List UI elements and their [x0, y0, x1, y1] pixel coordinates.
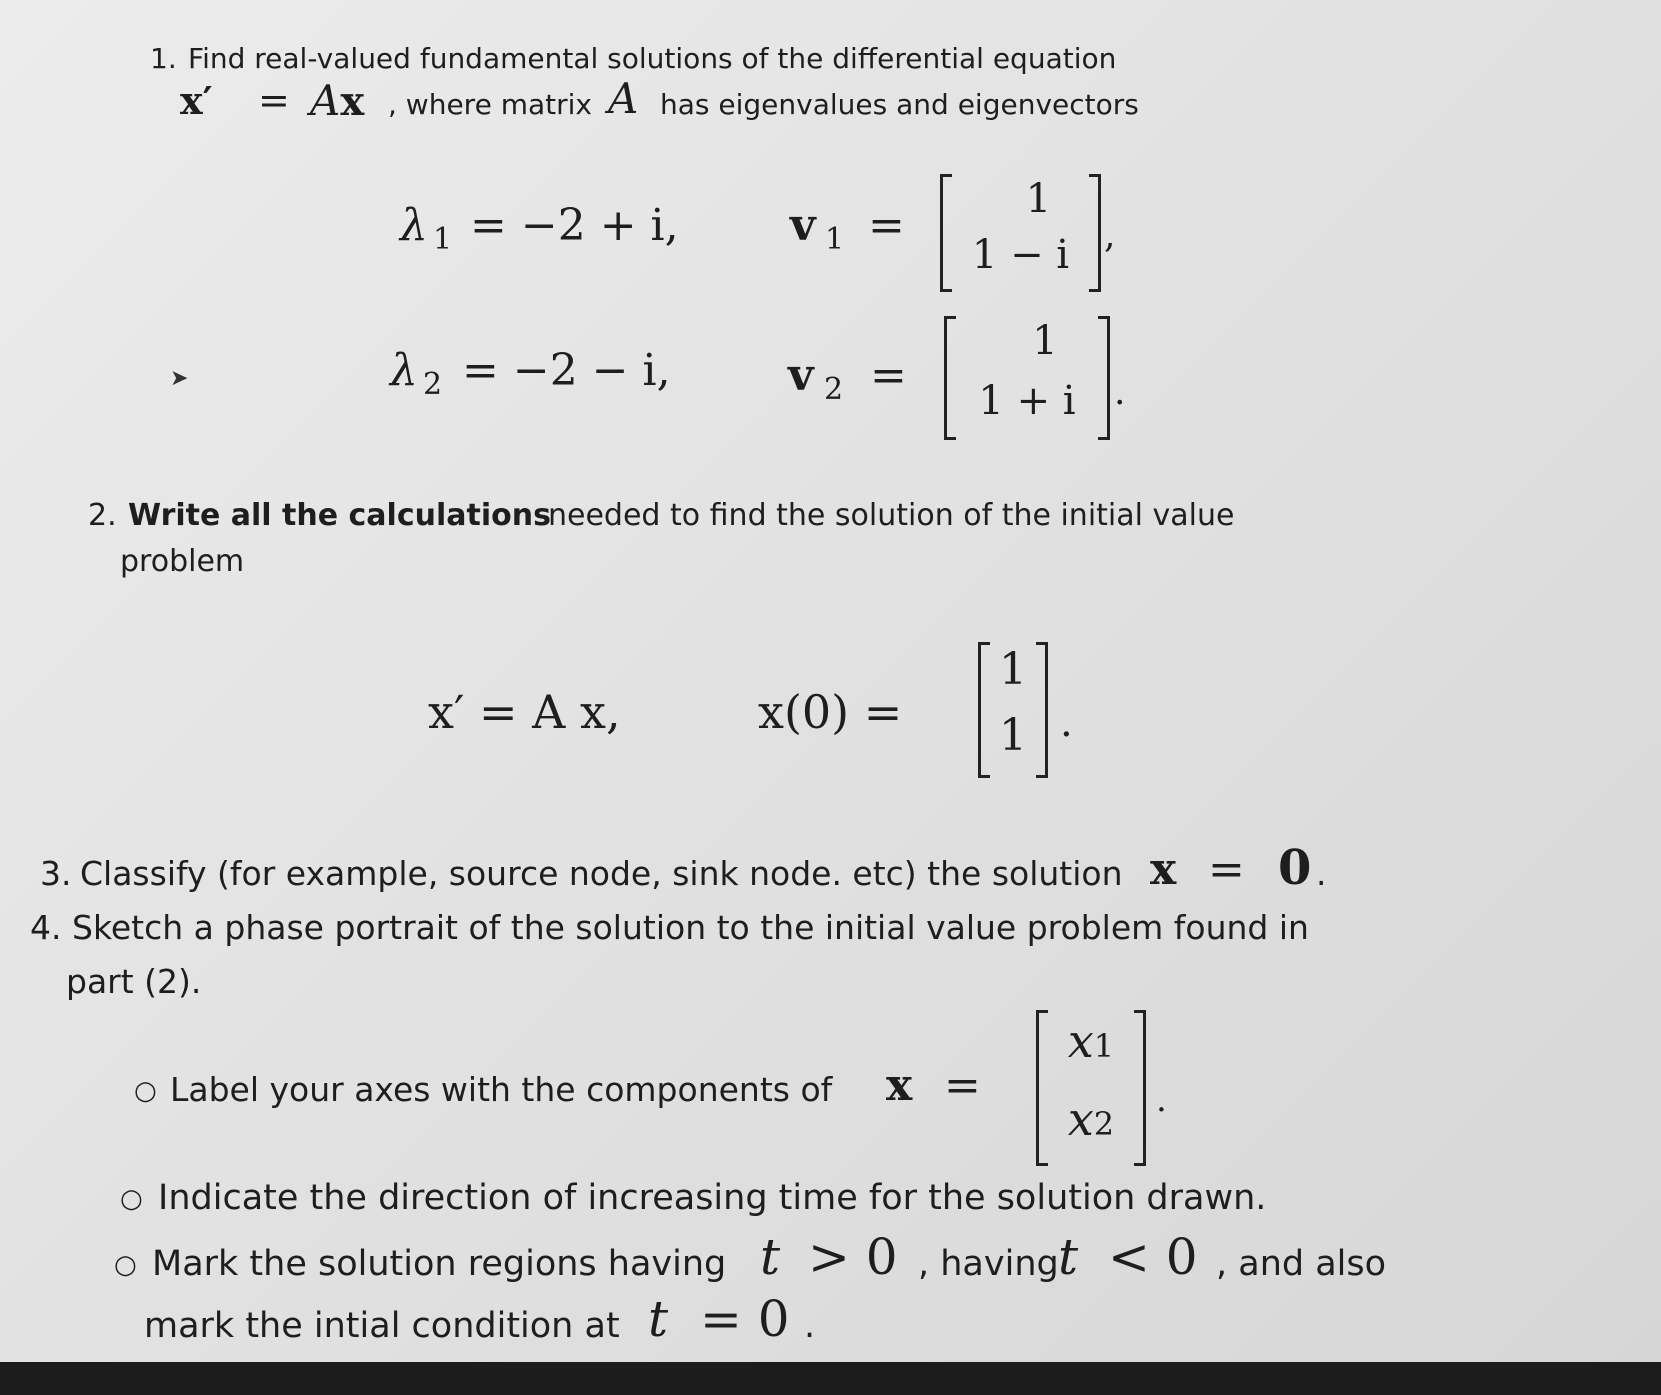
item-3-text: Classify (for example, source node, sink node. etc) the solution [80, 854, 1123, 893]
ivp-initial-condition: x(0) = [758, 685, 903, 739]
bullet-3-text-b: , having [918, 1244, 1059, 1284]
eq-rhs: Ax [310, 76, 365, 125]
item-2-rest-text: needed to find the solution of the initial value [548, 498, 1235, 533]
vector-2-top: 1 [1032, 318, 1058, 364]
eq-equals: = [258, 78, 290, 122]
item-2-number: 2. [88, 498, 117, 533]
bullet-3-text-a: Mark the solution regions having [152, 1244, 727, 1284]
item-3-number: 3. [40, 854, 72, 893]
vector-1-top: 1 [1025, 176, 1052, 222]
bullet-1-equals: = [944, 1060, 981, 1111]
ivp-trail: . [1060, 700, 1073, 746]
bullet-2-marker-icon: ○ [120, 1184, 143, 1214]
vector-2 [944, 316, 1110, 440]
lambda-2-sub: 2 [423, 367, 443, 402]
bullet-1-marker-icon: ○ [134, 1076, 157, 1106]
lambda-1-label: λ [400, 200, 428, 251]
vector-1-trail: , [1104, 215, 1116, 256]
v-1-sub: 1 [825, 222, 845, 257]
v-1-equals: = [868, 200, 905, 251]
lambda-1-sub: 1 [433, 222, 453, 257]
bullet-1-text: Label your axes with the components of [170, 1070, 833, 1109]
item-1-mid-text: , where matrix [388, 88, 592, 121]
bullet-3-t2: t [1058, 1228, 1079, 1286]
bullet-3-lt: < 0 [1108, 1228, 1198, 1286]
matrix-symbol: A [608, 74, 639, 123]
bullet-3-eq0: = 0 [700, 1290, 790, 1348]
bullet-3-line-2: mark the intial condition at [144, 1306, 620, 1346]
eq-lhs: x′ [180, 78, 213, 123]
component-1: x1 [1067, 1014, 1115, 1068]
ivp-vector-top: 1 [999, 644, 1027, 695]
item-1-end-text: has eigenvalues and eigenvectors [660, 88, 1139, 121]
bullet-3-trail: . [804, 1306, 816, 1346]
ivp-vector-bottom: 1 [999, 710, 1027, 761]
v-2-equals: = [870, 350, 907, 401]
vector-1-bottom: 1 − i [971, 232, 1070, 278]
component-2: x2 [1067, 1092, 1115, 1146]
item-2-line-2: problem [120, 544, 245, 579]
item-2-bold-text: Write all the calculations [128, 498, 551, 533]
item-3-trail: . [1316, 854, 1327, 893]
components-vector [1036, 1010, 1146, 1166]
bullet-2-text: Indicate the direction of increasing time for the solution drawn. [158, 1178, 1267, 1218]
screen-bezel [0, 1362, 1661, 1395]
v-2-label: v [788, 350, 814, 401]
bullet-3-t1: t [760, 1228, 781, 1286]
bullet-3-t3: t [648, 1290, 669, 1348]
ivp-vector [978, 642, 1048, 778]
item-4-number: 4. [30, 908, 62, 947]
lambda-1-value: = −2 + i, [470, 200, 679, 251]
cursor-arrow-icon: ➤ [170, 366, 189, 391]
ivp-lhs: x′ = A x, [428, 685, 621, 739]
item-3-x: x [1150, 844, 1177, 895]
item-3-equals: = [1208, 844, 1245, 895]
item-1-number: 1. [150, 42, 177, 75]
vector-2-bottom: 1 + i [978, 378, 1076, 424]
item-4-line-2: part (2). [66, 962, 202, 1001]
bullet-3-text-c: , and also [1216, 1244, 1387, 1284]
lambda-2-label: λ [390, 345, 418, 396]
lambda-2-value: = −2 − i, [462, 345, 671, 396]
vector-1 [940, 174, 1101, 292]
item-1-line-1: Find real-valued fundamental solutions of the differential equation [188, 42, 1117, 75]
v-2-sub: 2 [824, 372, 844, 407]
bullet-1-trail: . [1156, 1080, 1167, 1120]
vector-2-trail: . [1114, 372, 1126, 413]
bullet-3-marker-icon: ○ [114, 1250, 137, 1280]
item-4-line-1: Sketch a phase portrait of the solution to the initial value problem found in [72, 908, 1309, 947]
bullet-3-gt: > 0 [808, 1228, 898, 1286]
bullet-1-x: x [886, 1060, 913, 1111]
item-3-zero: 0 [1278, 840, 1312, 896]
v-1-label: v [790, 200, 816, 251]
